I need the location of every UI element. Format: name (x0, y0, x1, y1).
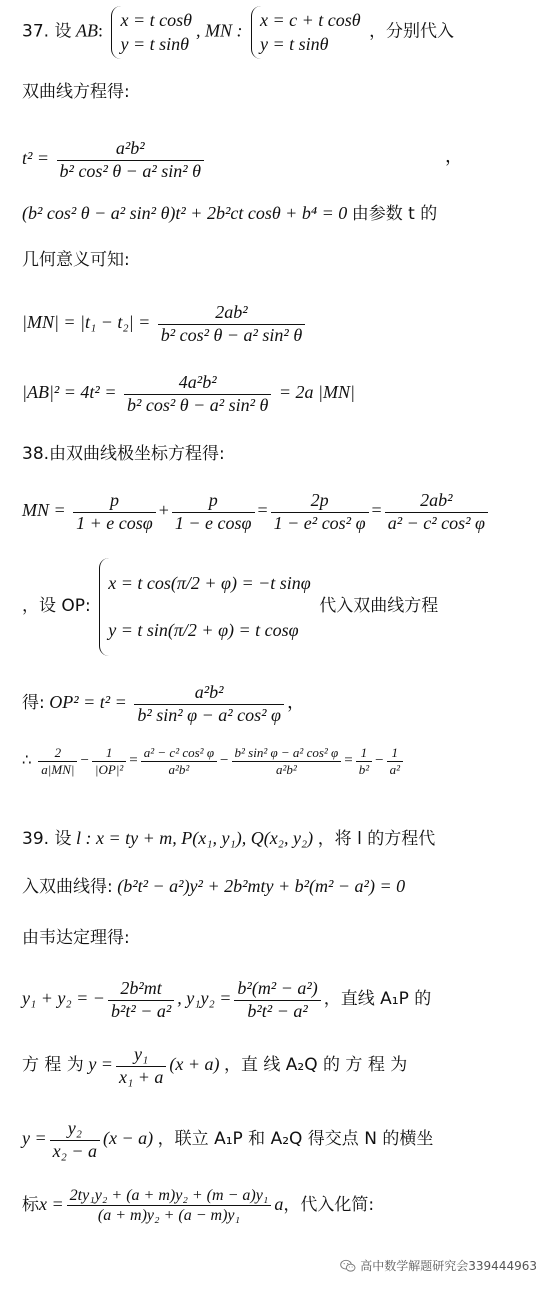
p38-frac-1-den: 1 + e cosφ (76, 512, 153, 533)
p39-a2q-fraction (50, 1118, 100, 1162)
p38-frac-4-den: a² − c² cos² φ (387, 512, 485, 533)
wechat-icon (340, 1259, 356, 1273)
p38-op-system-x: x = t cos(π/2 + φ) = −t sinφ (108, 573, 311, 593)
p38-line-4 (22, 682, 533, 726)
p38-s-frac-5-den: b² (358, 761, 370, 777)
p39-x-fraction (67, 1186, 272, 1225)
p39-sum-den: b²t² − a² (110, 1000, 172, 1021)
p39-a2q-num: y₂ (50, 1118, 100, 1141)
p37-t-fraction (57, 138, 204, 182)
p37-t-den: b² cos² θ − a² sin² θ (59, 160, 201, 181)
p37-comma: ， (445, 146, 463, 166)
p39-into-hyperbola: 入双曲线得: (22, 877, 113, 897)
p39-a1p-fraction (116, 1044, 166, 1088)
p38-s-frac-1 (38, 745, 77, 777)
p38-frac-3-num: 2p (271, 490, 369, 513)
p38-frac-1-num: p (73, 490, 156, 513)
p39-x-num: 2ty₁y₂ + (a + m)y₂ + (m − a)y₁ (67, 1186, 272, 1206)
p38-mn-lhs: MN = (22, 500, 66, 521)
p37-ab-rhs: = 2a |MN| (278, 382, 355, 403)
p38-s-frac-5 (356, 745, 372, 777)
p37-t-squared: t² = (22, 148, 50, 169)
p38-s-frac-4-num: b² sin² φ − a² cos² φ (232, 745, 342, 762)
p38-op-comma: ， (286, 692, 305, 713)
p38-op-system (99, 558, 311, 656)
p37-line-5: 几何意义可知: (22, 250, 130, 270)
p38-s-eq-1: = (129, 752, 138, 769)
p39-sum-fraction (108, 978, 174, 1022)
p39-product-den: b²t² − a² (247, 1000, 308, 1021)
p37-mn: , MN : (195, 20, 243, 41)
p37-system-mn (251, 6, 361, 59)
p38-therefore: ∴ (22, 752, 32, 769)
p38-s-frac-6-den: a² (389, 761, 400, 777)
p38-s-frac-3-num: a² − c² cos² φ (141, 745, 217, 762)
p37-mn-den: b² cos² θ − a² sin² θ (160, 324, 303, 345)
p39-product-lhs: , y₁y₂ = (177, 988, 232, 1009)
p37-mn-lhs: |MN| = |t₁ − t₂| = (22, 312, 151, 333)
p38-s-frac-1-den: a|MN| (41, 761, 75, 777)
p39-line-2 (22, 876, 533, 898)
p38-s-frac-4-den: a²b² (275, 761, 297, 777)
p38-s-frac-5-num: 1 (356, 745, 372, 762)
p39-line-a2q-text: ，直 线 A₂Q 的 方 程 为 (223, 1055, 408, 1076)
p38-line-2 (22, 490, 533, 534)
p38-s-minus-3: − (375, 752, 384, 769)
p37-line-1: 37. 设 AB: x = t cosθ y = t sinθ , MN : x = c + t cosθ y = t sinθ ，分别代入 (22, 6, 533, 59)
p38-s-frac-3 (141, 745, 217, 777)
p38-op-system-y: y = t sin(π/2 + φ) = t cosφ (108, 619, 299, 640)
p39-a2q-den: x₂ − a (52, 1140, 98, 1161)
p38-frac-2 (172, 490, 255, 534)
p37-system-ab (111, 6, 191, 59)
p38-frac-4 (385, 490, 488, 534)
p39-a2q-lhs: y = (22, 1128, 47, 1149)
p37-line-3 (22, 138, 533, 182)
p38-line-1: 38.由双曲线极坐标方程得: (22, 444, 225, 464)
p38-s-frac-6-num: 1 (387, 745, 403, 762)
p39-x-a: a (274, 1193, 284, 1214)
p38-s-minus-2: − (220, 752, 229, 769)
p38-s-frac-2 (92, 745, 126, 777)
p39-substitute-text: ，将 l 的方程代 (317, 829, 436, 849)
p38-s-minus-1: − (80, 752, 89, 769)
p37-ab: AB (75, 20, 98, 41)
p37-ab-fraction (124, 372, 271, 416)
p39-line-1 (22, 828, 533, 850)
p38-s-frac-2-den: |OP|² (94, 761, 124, 777)
p38-s-frac-6 (387, 745, 403, 777)
p37-line-2: 双曲线方程得: (22, 82, 130, 102)
p38-frac-3-den: 1 − e² cos² φ (273, 512, 366, 533)
p38-de-label: 得: (22, 693, 45, 714)
p38-s-frac-2-num: 1 (92, 745, 126, 762)
p39-x-lhs: x = (39, 1193, 64, 1214)
p38-frac-2-den: 1 − e cosφ (174, 512, 252, 533)
p39-x-den: (a + m)y₂ + (a − m)y₁ (97, 1207, 241, 1225)
p39-a1p-rhs: (x + a) (169, 1054, 220, 1075)
p39-line-7 (22, 1186, 533, 1225)
p39-a1p-den: x₁ + a (118, 1066, 164, 1087)
p37-substitute-text: ，分别代入 (369, 21, 455, 42)
p38-op-fraction (134, 682, 284, 726)
p39-product-fraction (234, 978, 320, 1022)
p38-s-eq-2: = (344, 752, 353, 769)
p39-number: 39. 设 (22, 829, 72, 849)
p39-line-3: 由韦达定理得: (22, 928, 130, 948)
p39-quadratic: (b²t² − a²)y² + 2b²mty + b²(m² − a²) = 0 (117, 876, 406, 896)
p39-equation-label: 方 程 为 (22, 1055, 84, 1076)
p38-frac-4-num: 2ab² (385, 490, 488, 513)
p39-line-a1p-text: ，直线 A₁P 的 (323, 989, 432, 1010)
p38-op-num: a²b² (134, 682, 284, 705)
p38-s-frac-1-num: 2 (38, 745, 77, 762)
p39-sum-num: 2b²mt (108, 978, 174, 1001)
p37-line-4 (22, 203, 533, 225)
p38-op-label: ，设 OP: (22, 595, 91, 616)
p37-line-6 (22, 302, 533, 346)
p39-a2q-rhs: (x − a) (103, 1128, 154, 1149)
p39-sum-lhs: y₁ + y₂ = − (22, 988, 105, 1009)
p38-frac-3 (271, 490, 369, 534)
p37-system-mn-y: y = t sinθ (259, 34, 329, 55)
p37-system-ab-x: x = t cosθ (120, 10, 192, 30)
p39-line-def: l : x = ty + m, P(x₁, y₁), Q(x₂, y₂) (75, 828, 314, 848)
p38-plus: + (158, 500, 169, 521)
p38-s-frac-3-den: a²b² (168, 761, 190, 777)
p39-line-4 (22, 978, 533, 1022)
p38-line-5 (22, 745, 533, 777)
p39-line-5 (22, 1044, 533, 1088)
p39-abscissa-label: 标 (22, 1194, 39, 1215)
p37-system-mn-x: x = c + t cosθ (259, 10, 361, 30)
p38-op-den: b² sin² φ − a² cos² φ (137, 704, 281, 725)
watermark (340, 1257, 537, 1274)
p39-intersection-text: ，联立 A₁P 和 A₂Q 得交点 N 的横坐 (157, 1129, 434, 1150)
p38-eq-1: = (257, 500, 268, 521)
p39-a1p-lhs: y = (88, 1054, 113, 1075)
p38-s-frac-4 (232, 745, 342, 777)
p37-ab-lhs: |AB|² = 4t² = (22, 382, 117, 403)
p38-frac-2-num: p (172, 490, 255, 513)
p37-t-num: a²b² (57, 138, 204, 161)
p37-mn-num: 2ab² (158, 302, 305, 325)
p37-quadratic: (b² cos² θ − a² sin² θ)t² + 2b²ct cosθ + b⁴ = 0 (22, 203, 348, 223)
p37-param-text: 由参数 t 的 (351, 204, 438, 224)
p37-number: 37. 设 (22, 21, 72, 42)
p38-eq-2: = (371, 500, 382, 521)
p37-mn-fraction (158, 302, 305, 346)
p38-substitute-text: 代入双曲线方程 (319, 595, 439, 616)
p37-ab-den: b² cos² θ − a² sin² θ (126, 394, 269, 415)
p37-ab-num: 4a²b² (124, 372, 271, 395)
p39-product-num: b²(m² − a²) (234, 978, 320, 1001)
p38-op-lhs: OP² = t² = (49, 692, 127, 713)
p38-frac-1 (73, 490, 156, 534)
p37-line-7 (22, 372, 533, 416)
p39-a1p-num: y₁ (116, 1044, 166, 1067)
p39-line-6 (22, 1118, 533, 1162)
p39-simplify-text: ，代入化简: (283, 1194, 375, 1215)
watermark-text: 高中数学解题研究会339444963 (360, 1259, 537, 1273)
p38-line-3 (22, 558, 533, 656)
p37-system-ab-y: y = t sinθ (120, 34, 189, 55)
